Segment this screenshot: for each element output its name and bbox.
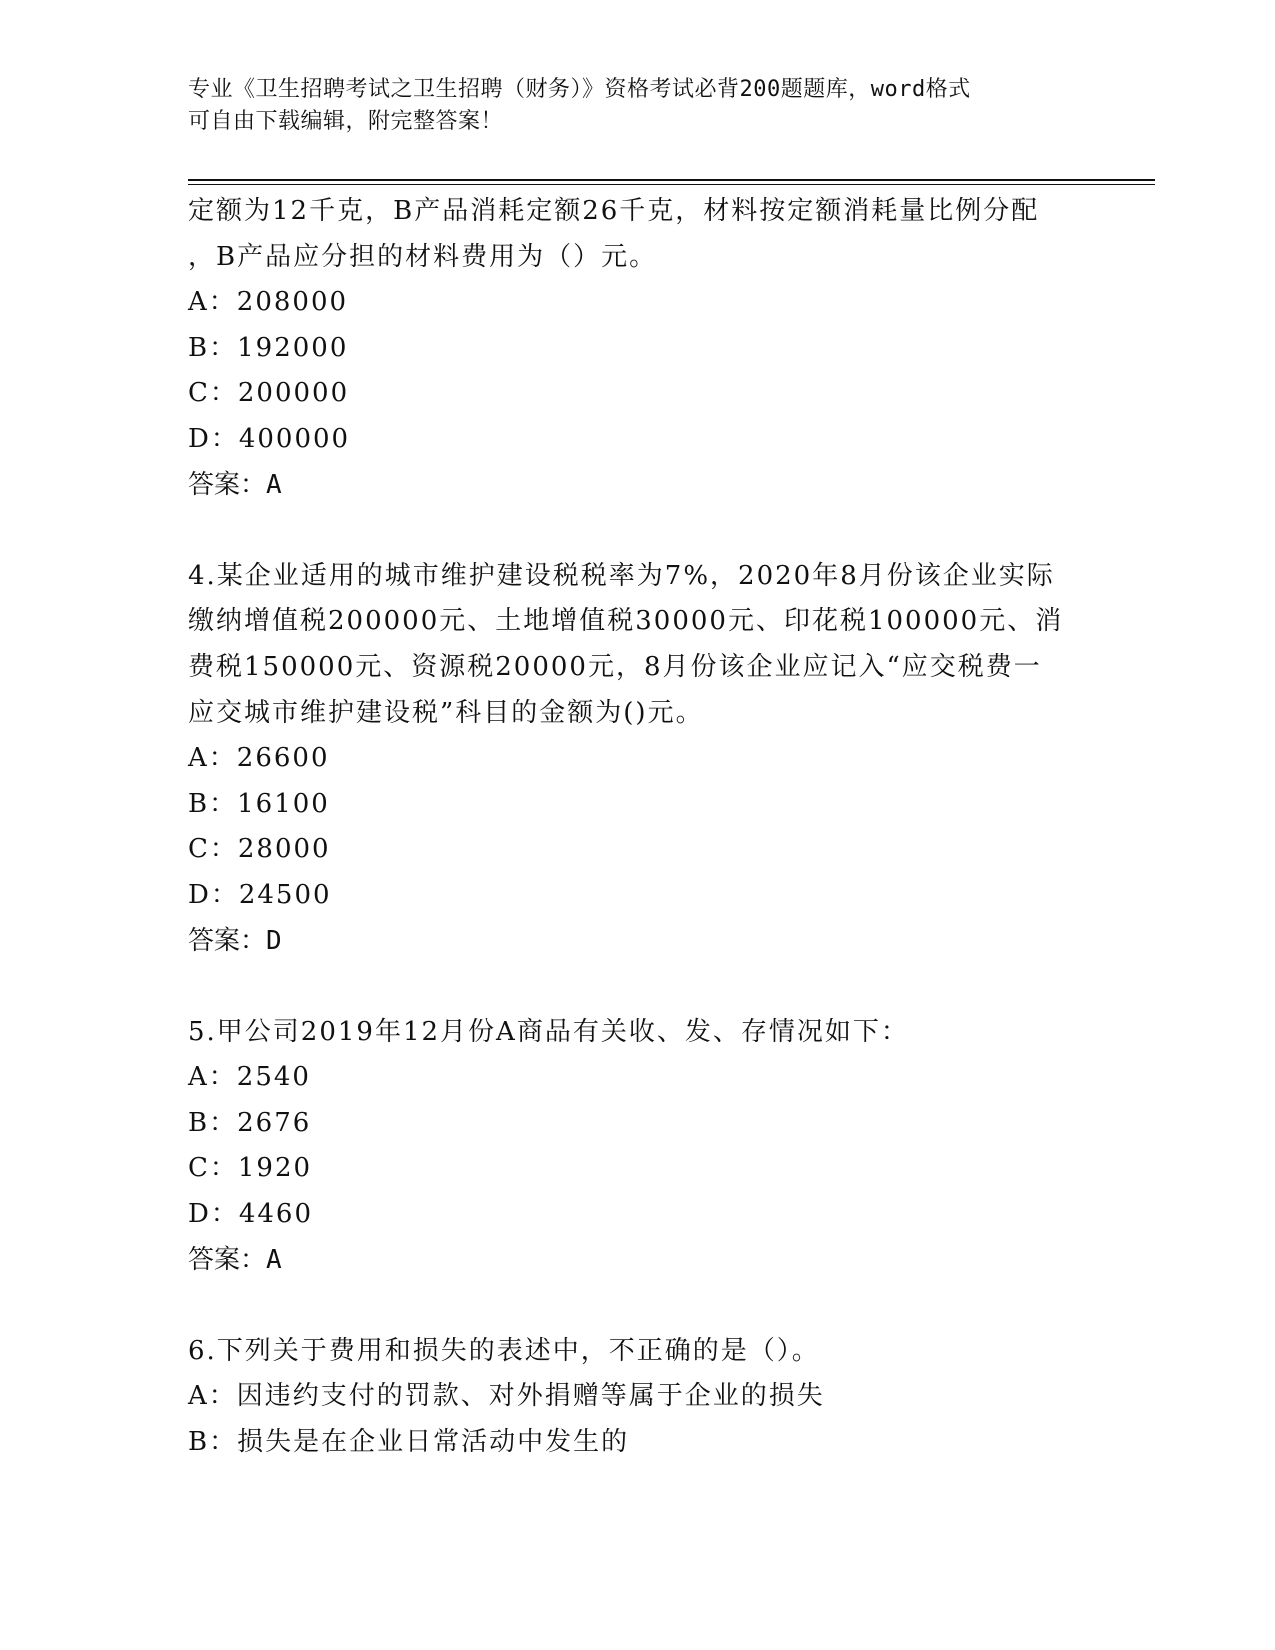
spacer [188,964,1148,1010]
question-5 [188,1010,1148,1284]
option-a: A：2540 [188,1062,311,1093]
spacer [188,1283,1148,1329]
option-b: B：损失是在企业日常活动中发生的 [188,1427,630,1458]
header-rule-thin [188,184,1155,185]
option-c: C：1920 [188,1153,313,1184]
question-3 [188,189,1148,508]
question-text: 费税150000元、资源税20000元，8月份该企业应记入“应交税费一 [188,651,1042,682]
question-6 [188,1329,1148,1466]
question-text: 应交城市维护建设税”科目的金额为()元。 [188,697,704,728]
answer: 答案：A [188,1244,282,1275]
answer: 答案：A [188,469,282,500]
answer: 答案：D [188,925,282,956]
option-c: C：200000 [188,378,350,409]
option-b: B：192000 [188,332,349,363]
option-d: D：400000 [188,423,351,454]
document-header [188,74,1088,138]
question-4 [188,554,1148,964]
question-text: 5.甲公司2019年12月份A商品有关收、发、存情况如下： [188,1016,909,1047]
option-a: A：26600 [188,743,330,774]
option-b: B：2676 [188,1107,312,1138]
option-d: D：4460 [188,1199,314,1230]
question-text: 4.某企业适用的城市维护建设税税率为7%，2020年8月份该企业实际 [188,560,1055,591]
question-text: ，B产品应分担的材料费用为（）元。 [188,241,658,272]
question-list [188,189,1148,1466]
question-text: 6.下列关于费用和损失的表述中，不正确的是（）。 [188,1335,820,1366]
option-b: B：16100 [188,788,330,819]
header-line-2: 可自由下载编辑，附完整答案！ [188,109,504,134]
option-a: A：因违约支付的罚款、对外捐赠等属于企业的损失 [188,1381,825,1412]
header-rule-thick [188,179,1155,181]
option-a: A：208000 [188,287,349,318]
question-text: 缴纳增值税200000元、土地增值税30000元、印花税100000元、消 [188,606,1064,637]
header-line-1: 专业《卫生招聘考试之卫生招聘（财务）》资格考试必背200题题库，word格式 [188,77,971,102]
spacer [188,508,1148,554]
question-text: 定额为12千克，B产品消耗定额26千克，材料按定额消耗量比例分配 [188,196,1040,226]
option-c: C：28000 [188,834,331,865]
option-d: D：24500 [188,879,332,910]
